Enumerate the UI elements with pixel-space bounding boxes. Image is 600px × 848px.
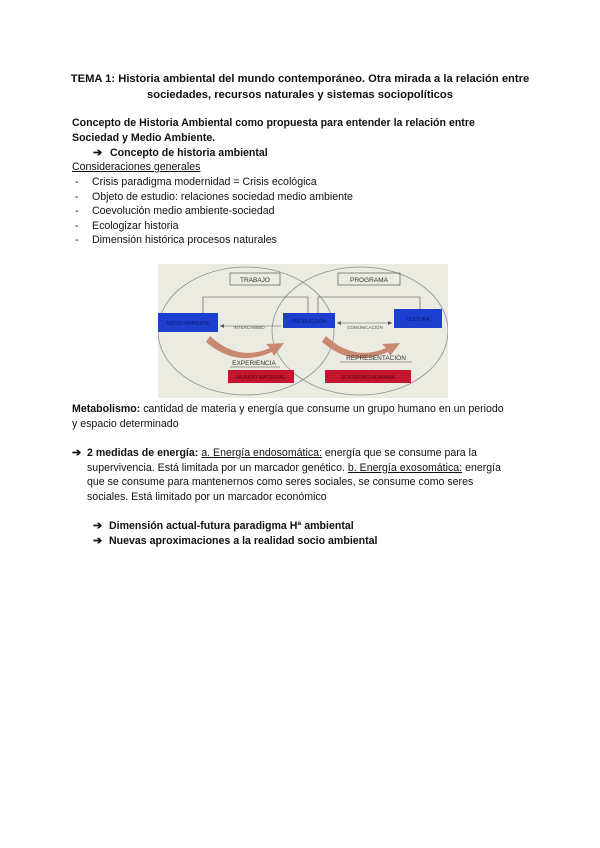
experiencia-label: EXPERIENCIA — [232, 360, 276, 367]
energy-line-2: supervivencia. Está limitada por un marcador genético. — [87, 461, 345, 474]
energy-line-3: que se consume para mantenernos como seres sociales, se consume como seres — [87, 476, 474, 489]
concept-heading-line-2: Sociedad y Medio Ambiente. — [72, 131, 216, 144]
exosomatica-text: energía — [462, 461, 501, 474]
considerations-label: Consideraciones generales — [72, 161, 201, 173]
metabolismo-line-2: y espacio determinado — [72, 417, 179, 430]
arrow-bullet-icon: ➔ — [93, 520, 103, 532]
arrow-bullet-icon: ➔ — [93, 535, 103, 547]
exosomatica-label: b. Energía exosomática: — [347, 461, 463, 474]
produccion-label: PRODUCCIÓN — [291, 319, 327, 325]
endosomatica-text: energía que se consume para la — [321, 447, 477, 459]
title-line-1: TEMA 1: Historia ambiental del mundo contemporáneo. Otra mirada a la relación entre — [70, 73, 530, 85]
list-item: - Crisis paradigma modernidad = Crisis ecológica — [72, 175, 353, 190]
arrow-bullet-icon: ➔ — [93, 147, 103, 159]
mundo-material-label: MUNDO MATERIAL — [236, 375, 286, 381]
cultura-label: CULTURA — [406, 317, 430, 323]
concept-heading — [72, 116, 475, 145]
metabolismo-term: Metabolismo: — [72, 403, 141, 415]
metabolismo-paragraph — [72, 402, 542, 431]
energy-line-4: sociales. Está limitado por un marcador económico — [87, 490, 327, 503]
bullet-dimension: Dimensión actual-futura paradigma Hª ambiental — [109, 520, 354, 532]
concept-subheading: Concepto de historia ambiental — [110, 147, 268, 159]
title-line-2: sociedades, recursos naturales y sistemas sociopolíticos — [147, 89, 453, 101]
list-item: - Ecologizar historia — [72, 219, 353, 234]
trabajo-label: TRABAJO — [240, 277, 270, 284]
intercambio-label: INTERCAMBIO — [233, 325, 265, 330]
metabolismo-line-1: cantidad de materia y energía que consume un grupo humano en un periodo — [140, 403, 504, 415]
considerations-list — [72, 175, 353, 248]
energy-paragraph — [87, 446, 542, 504]
sociedad-humana-label: SOCIEDAD HUMANA — [340, 375, 396, 381]
comunicacion-label: COMUNICACIÓN — [347, 325, 383, 330]
environmental-history-diagram — [158, 264, 448, 398]
list-item: - Coevolución medio ambiente-sociedad — [72, 204, 353, 219]
endosomatica-label: a. Energía endosomática: — [201, 447, 322, 459]
concept-heading-line-1: Concepto de Historia Ambiental como propuesta para entender la relación entre — [72, 117, 475, 129]
list-item: - Dimensión histórica procesos naturales — [72, 233, 353, 248]
energy-heading: 2 medidas de energía: — [87, 447, 199, 459]
page-title — [60, 71, 540, 103]
bullet-aproximaciones: Nuevas aproximaciones a la realidad socio ambiental — [109, 535, 378, 547]
representacion-label: REPRESENTACIÓN — [346, 355, 406, 362]
list-item: - Objeto de estudio: relaciones sociedad medio ambiente — [72, 190, 353, 205]
arrow-bullet-icon: ➔ — [72, 447, 82, 459]
programa-label: PROGRAMA — [350, 277, 388, 284]
medio-ambiente-label: MEDIO AMBIENTE — [166, 321, 210, 327]
